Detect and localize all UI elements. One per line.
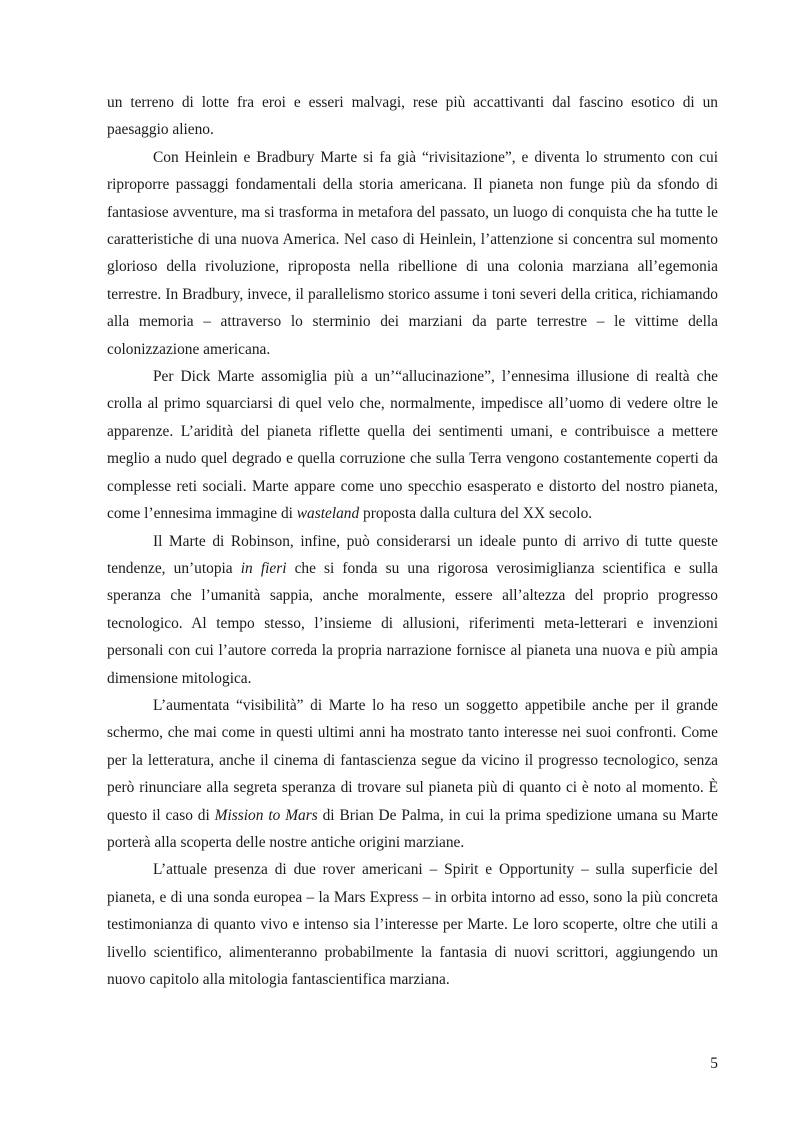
paragraph-text: L’aumentata “visibilità” di Marte lo ha reso un soggetto appetibile anche per il grande schermo, che mai come in questi ultimi anni ha mostrato tanto interesse nei suoi confronti. Come per la letteratura, anche il cinema di fantascienza segue da vicino il progresso tecnologico, senza però rinunciare alla segreta speranza di trovare sul pianeta più di quanto ci è noto al momento. È questo il caso di	[107, 696, 718, 824]
paragraph-text: Con Heinlein e Bradbury Marte si fa già “rivisitazione”, e diventa lo strumento con cui riproporre passaggi fondamentali della storia americana. Il pianeta non funge più da sfondo di fantasiose avventure, ma si trasforma in metafora del passato, un luogo di conquista che ha tutte le caratteristiche di una nuova America. Nel caso di Heinlein, l’attenzione si concentra sul momento glorioso della rivoluzione, riproposta nella ribellione di una colonia marziana all’egemonia terrestre. In Bradbury, invece, il parallelismo storico assume i toni severi della critica, richiamando alla memoria – attraverso lo sterminio dei marziani da parte terrestre – le vittime della colonizzazione americana.	[107, 148, 718, 358]
paragraph-2	[107, 144, 718, 363]
italic-text: in fieri	[240, 559, 287, 577]
page-number: 5	[710, 1055, 718, 1072]
paragraph-text: un terreno di lotte fra eroi e esseri malvagi, rese più accattivanti dal fascino esotico di un paesaggio alieno.	[107, 94, 718, 139]
paragraph-text: Per Dick Marte assomiglia più a un’“allucinazione”, l’ennesima illusione di realtà che crolla al primo squarciarsi di quel velo che, normalmente, impedisce all’uomo di vedere oltre le apparenze. L’aridità del pianeta riflette quella dei sentimenti umani, e contribuisce a mettere meglio a nudo quel degrado e quella corruzione che sulla Terra vengono costantemente coperti da complesse reti sociali. Marte appare come uno specchio esasperato e distorto del nostro pianeta, come l’ennesima immagine di	[107, 368, 718, 523]
paragraph-4	[107, 528, 718, 692]
paragraph-text: di Brian De Palma, in cui la prima spedizione umana su Marte porterà alla scoperta delle nostre antiche origini marziane.	[107, 806, 718, 851]
paragraph-1	[107, 89, 718, 144]
italic-text: wasteland	[296, 505, 360, 523]
document-page	[107, 89, 718, 993]
paragraph-5	[107, 692, 718, 856]
paragraph-text: L’attuale presenza di due rover americani – Spirit e Opportunity – sulla superficie del pianeta, e di una sonda europea – la Mars Express – in orbita intorno ad esso, sono la più concreta testimonianza di quanto vivo e intenso sia l’interesse per Marte. Le loro scoperte, oltre che utili a livello scientifico, alimenteranno probabilmente la fantasia di nuovi scrittori, aggiungendo un nuovo capitolo alla mitologia fantascientifica marziana.	[107, 861, 718, 988]
italic-text: Mission to Mars	[214, 806, 318, 824]
paragraph-text: Il Marte di Robinson, infine, può considerarsi un ideale punto di arrivo di tutte queste tendenze, un’utopia	[107, 532, 718, 577]
paragraph-6	[107, 856, 718, 993]
paragraph-text: proposta dalla cultura del XX secolo.	[359, 505, 593, 523]
paragraph-3	[107, 363, 718, 527]
paragraph-text: che si fonda su una rigorosa verosimiglianza scientifica e sulla speranza che l’umanità sappia, anche moralmente, essere all’altezza del proprio progresso tecnologico. Al tempo stesso, l’insieme di allusioni, riferimenti meta-letterari e invenzioni personali con cui l’autore correda la propria narrazione fornisce al pianeta una nuova e più ampia dimensione mitologica.	[107, 559, 719, 687]
